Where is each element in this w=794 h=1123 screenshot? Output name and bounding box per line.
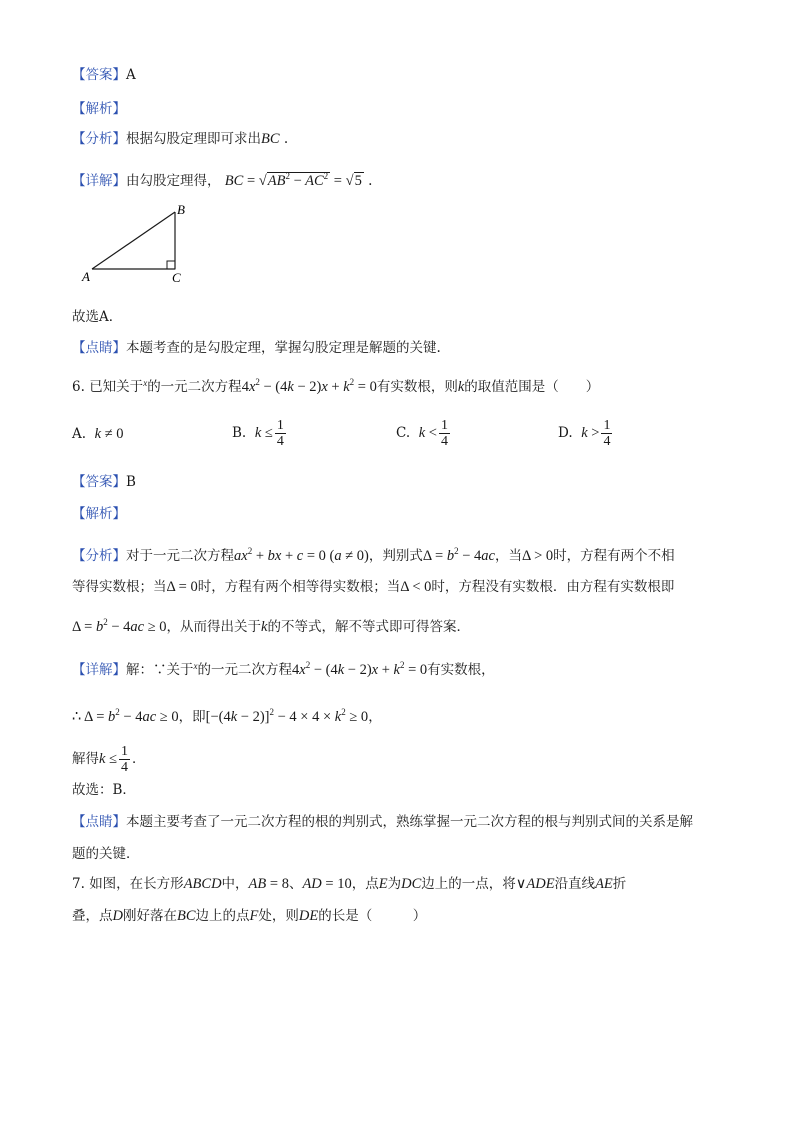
sqrt-expr: $√AB^2 - AC^2$	[258, 171, 329, 189]
fenxi-text: ，判别式	[368, 548, 423, 564]
math-expr: $[-(4k - 2)]^2 - 4 \times 4 \times k^2 \ge 0$	[205, 707, 369, 725]
dianjing-text: 本题考查的是勾股定理，掌握勾股定理是解题的关键.	[126, 340, 441, 356]
xiangjie-text: 解：∵关于	[126, 662, 194, 678]
math-var: k	[457, 379, 465, 395]
sqrt-expr: √5	[345, 173, 362, 189]
step-text: ，	[368, 709, 382, 725]
step-text: 解得	[72, 751, 99, 767]
stem-text: 的长是（ ）	[318, 908, 427, 924]
fenxi-text: 时，方程有两个相等得实数根；当	[197, 579, 401, 595]
stem-text: 如图，在长方形	[89, 876, 184, 892]
q6-step-3	[72, 744, 146, 775]
math-expr: $4x^2 - (4k - 2)x + k^2 = 0$	[292, 660, 428, 678]
math-expr: $\Delta = b^2 - 4ac$	[422, 546, 495, 564]
q5-guxuan-line	[72, 307, 122, 327]
math-expr: ∴ $\Delta = b^2 - 4ac \ge 0$	[72, 707, 179, 725]
stem-text: 沿直线	[554, 876, 596, 892]
stem-text: 刚好落在	[122, 908, 177, 924]
q7-stem-line-2	[72, 906, 426, 926]
math-expr: $4x^2 - (4k - 2)x + k^2 = 0$	[241, 377, 377, 395]
q6-dianjing-line-1	[72, 812, 693, 832]
math-expr: AB = 8	[248, 876, 289, 892]
conclusion-text: 故选A．	[72, 309, 123, 325]
math-expr: AE	[595, 876, 613, 892]
fenxi-text: 时，方程有两个不相	[553, 548, 675, 564]
vertex-label-a: A	[82, 269, 90, 284]
math-expr: k ≠ 0	[94, 426, 124, 442]
math-expr: k ≤	[254, 425, 273, 441]
fenxi-text: ，当	[494, 548, 522, 564]
step-text: ，即	[178, 709, 206, 725]
vertex-label-c: C	[172, 270, 181, 285]
fenxi-text: 时，方程没有实数根．由方程有实数根即	[431, 579, 675, 595]
fenxi-text: 的不等式，解不等式即可得答案．	[267, 619, 470, 635]
math-var: x	[193, 661, 198, 671]
math-expr: ∨ADE	[515, 876, 555, 892]
vertex-label-b: B	[177, 202, 185, 217]
dianjing-tag: 【点睛】	[72, 814, 126, 830]
option-c	[396, 418, 452, 449]
option-label: B.	[232, 425, 247, 441]
q5-dianjing-line	[72, 338, 441, 358]
math-expr: $ax^2$ + bx + c = 0 (a ≠ 0)	[234, 546, 369, 564]
stem-text: 有实数根，则	[376, 379, 458, 395]
stem-text: 折	[612, 876, 627, 892]
q6-dianjing-line-2	[72, 844, 140, 864]
math-var: k	[261, 619, 268, 635]
math-expr: BC = $√AB^2 - AC^2 = √5$	[225, 173, 364, 189]
math-expr: Δ > 0	[521, 548, 554, 564]
stem-text: 已知关于	[89, 379, 144, 395]
stem-text: 处，则	[258, 908, 299, 924]
fraction: $\frac{1}{4}$	[603, 418, 611, 449]
dianjing-text: 本题主要考查了一元二次方程的根的判别式，熟练掌握一元二次方程的根与判别式间的关系是解	[126, 814, 693, 830]
xiangjie-text: 的一元二次方程	[197, 662, 292, 678]
math-expr: DE	[298, 908, 319, 924]
math-var: E	[378, 876, 388, 892]
xiangjie-text: 由勾股定理得，	[126, 173, 221, 189]
q6-fenxi-line-3	[72, 612, 470, 637]
math-expr: BC	[176, 908, 196, 924]
stem-text: 边上的点	[195, 908, 250, 924]
jiexi-tag: 【解析】	[72, 101, 126, 117]
math-expr: Δ = 0	[166, 579, 198, 595]
fenxi-text: ，从而得出关于	[166, 619, 262, 635]
answer-value: B	[126, 474, 136, 490]
q6-guxuan-line	[72, 780, 136, 800]
q6-step-2	[72, 702, 382, 727]
answer-value: A	[126, 67, 136, 83]
math-expr: ABCD	[183, 876, 222, 892]
stem-text: 为	[387, 876, 402, 892]
math-expr: k <	[418, 425, 437, 441]
conclusion-text: 故选：B．	[72, 782, 136, 798]
stem-text: 中，	[221, 876, 249, 892]
fenxi-text: 根据勾股定理即可求出	[126, 131, 261, 147]
q6-stem	[72, 372, 599, 397]
stem-text: 的一元二次方程	[147, 379, 242, 395]
fraction: $\frac{1}{4}$	[276, 418, 284, 449]
side-ab	[92, 212, 175, 269]
step-text: ．	[132, 751, 146, 767]
q6-xiangjie-line	[72, 655, 495, 680]
q5-fenxi-line: 【分析】根据勾股定理即可求出BC .	[72, 131, 289, 147]
q6-fenxi-line-1	[72, 541, 675, 566]
math-var: F	[249, 908, 259, 924]
option-b	[232, 418, 288, 449]
option-label: C.	[396, 425, 411, 441]
q6-fenxi-line-2	[72, 577, 674, 597]
fraction: $\frac{1}{4}$	[121, 744, 129, 775]
stem-text: 叠，点	[72, 908, 113, 924]
stem-text: 、	[288, 876, 303, 892]
math-expr: BC	[261, 131, 280, 147]
option-a	[72, 426, 124, 443]
right-angle-mark	[167, 261, 175, 269]
math-var: x	[143, 378, 148, 388]
fenxi-text: 等得实数根；当	[72, 579, 167, 595]
stem-text: 的取值范围是（ ）	[464, 379, 600, 395]
q7-stem-line-1	[72, 874, 626, 894]
option-d	[558, 418, 614, 449]
fenxi-text: 对于一元二次方程	[126, 548, 234, 564]
fraction: $\frac{1}{4}$	[440, 418, 448, 449]
q5-answer-line	[72, 65, 136, 85]
answer-tag: 【答案】	[72, 67, 126, 83]
jiexi-tag: 【解析】	[72, 506, 126, 522]
q5-jiexi-line	[72, 99, 126, 119]
math-expr: DC	[401, 876, 422, 892]
math-expr: k ≤	[99, 751, 118, 767]
stem-text: 边上的一点，将	[421, 876, 516, 892]
math-expr: AD = 10	[302, 876, 352, 892]
xiangjie-tag: 【详解】	[72, 173, 126, 189]
question-number: 6.	[72, 379, 85, 395]
option-label: A.	[72, 426, 87, 442]
math-expr: $\Delta = b^2 - 4ac \ge 0$	[72, 617, 167, 635]
math-expr: k >	[581, 425, 600, 441]
dianjing-text: 题的关键．	[72, 846, 140, 862]
xiangjie-tag: 【详解】	[72, 662, 126, 678]
xiangjie-text: 有实数根，	[427, 662, 495, 678]
q6-answer-line	[72, 472, 136, 492]
math-var: D	[112, 908, 123, 924]
option-label: D.	[558, 425, 573, 441]
fenxi-tag: 【分析】	[72, 131, 126, 147]
math-expr: Δ < 0	[400, 579, 432, 595]
answer-tag: 【答案】	[72, 474, 126, 490]
q6-jiexi-line	[72, 504, 126, 524]
dianjing-tag: 【点睛】	[72, 340, 126, 356]
q5-xiangjie-line: 【详解】由勾股定理得， BC = $√AB^2 - AC^2 = √5$ .	[72, 166, 372, 191]
question-number: 7.	[72, 876, 85, 892]
fenxi-tag: 【分析】	[72, 548, 126, 564]
right-triangle-figure	[80, 200, 200, 286]
stem-text: ，点	[351, 876, 379, 892]
